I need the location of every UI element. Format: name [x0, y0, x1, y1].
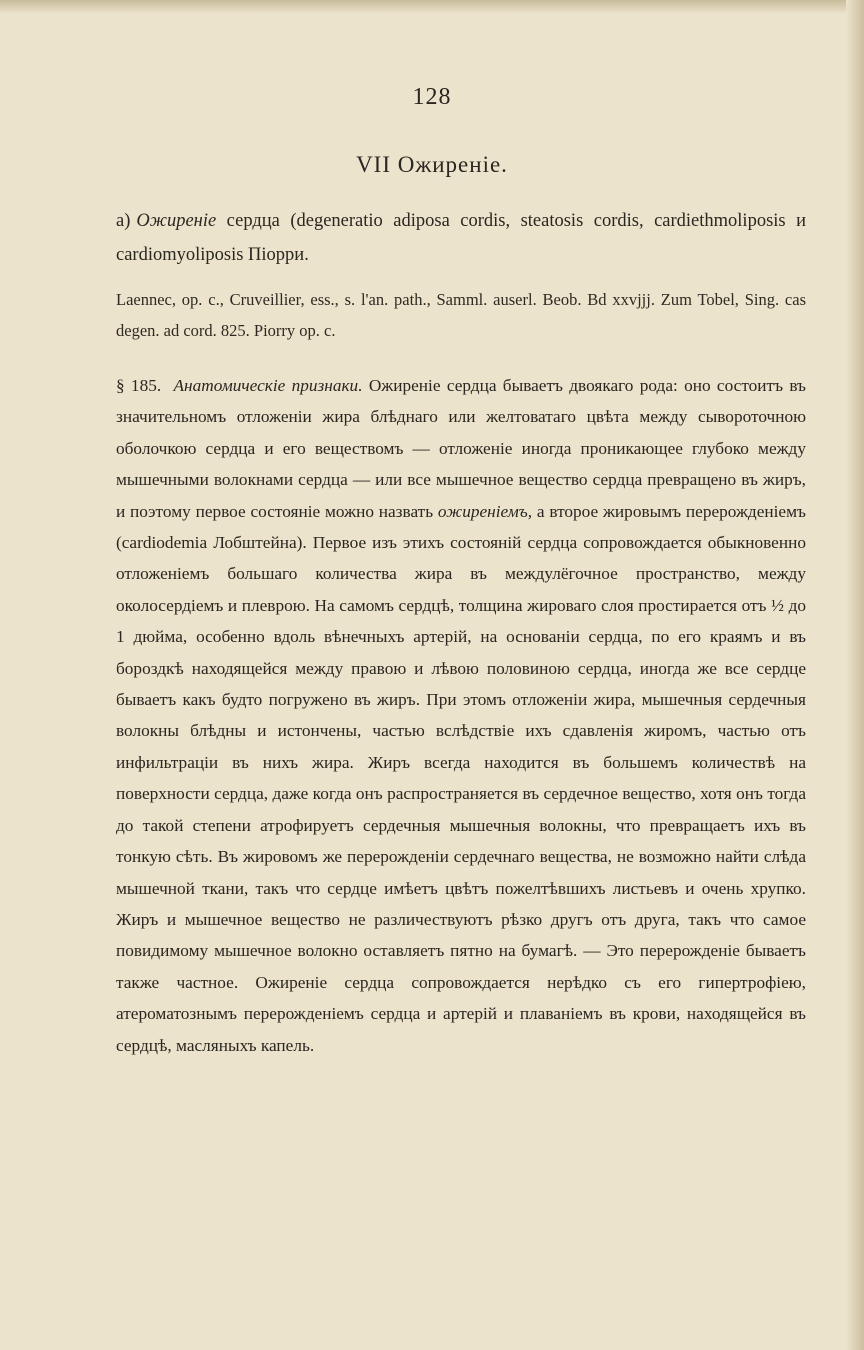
subheading-text: сердца (degeneratio adiposa cordis, steatosis cordis, cardiethmoliposis и cardiomyoliposis Піорри.: [116, 211, 806, 265]
paragraph-text-part-2: а второе жировымъ перерожденіемъ (cardiodemia Лобштейна). Первое изъ этихъ состояній сердца сопровождается обыкновенно отложеніемъ большаго количества жира въ междулёгочное пространство, между околосердіемъ и плеврою. На самомъ сердцѣ, толщина жироваго слоя простирается отъ ½ до 1 дюйма, особенно вдоль вѣнечныхъ артерій, на основаніи сердца, по его краямъ и въ бороздкѣ находящейся между правою и лѣвою половиною сердца, иногда же все сердце бываетъ какъ будто погружено въ жиръ. При этомъ отложеніи жира, мышечныя сердечныя волокны блѣдны и истончены, частью вслѣдствіе ихъ сдавленія жиромъ, частью отъ инфильтраціи въ нихъ жира. Жиръ всегда находится въ большемъ количествѣ на поверхности сердца, даже когда онъ распространяется въ сердечное вещество, хотя онъ тогда до такой степени атрофируетъ сердечныя мышечныя волокны, что превращаетъ ихъ въ тонкую сѣть. Въ жировомъ же перерожденіи сердечнаго вещества, не возможно найти слѣда мышечной ткани, такъ что сердце имѣетъ цвѣтъ пожелтѣвшихъ листьевъ и очень хрупко. Жиръ и мышечное вещество не различествуютъ рѣзко другъ отъ друга, такъ что самое повидимому мышечное волокно оставляетъ пятно на бумагѣ. — Это перерожденіе бываетъ также частное. Ожиреніе сердца сопровождается нерѣдко съ его гипертрофіею, атероматознымъ перерожденіемъ сердца и артерій и плаваніемъ въ крови, находящейся въ сердцѣ, масляныхъ капель.: [116, 501, 806, 1055]
section-subheading: [116, 204, 806, 272]
section-number: § 185.: [116, 376, 162, 395]
bibliographic-references: Laennec, op. c., Cruveillier, ess., s. l'an. path., Samml. auserl. Beob. Bd xxvjjj. Zum Tobel, Sing. cas degen. ad cord. 825. Piorry op. c.: [116, 290, 806, 340]
subheading-term: Ожиреніе: [136, 211, 217, 231]
paragraph-text-part-1: Ожиреніе сердца бываетъ двоякаго рода: оно состоитъ въ значительномъ отложеніи жира блѣднаго или желтоватаго цвѣта между сывороточною оболочкою сердца и его веществомъ — отложеніе иногда проникающее глубоко между мышечными волокнами сердца — или все мышечное вещество сердца превращено въ жиръ, и поэтому первое состояніе можно назвать: [116, 376, 806, 521]
paragraph-heading: Анатомическіе признаки.: [173, 376, 363, 395]
chapter-title: VII Ожиреніе.: [356, 152, 508, 177]
subheading-label: а): [116, 211, 131, 231]
page-number: 128: [412, 84, 452, 110]
body-paragraph: [116, 370, 806, 1061]
paragraph-emphasis: ожиреніемъ,: [437, 501, 533, 521]
